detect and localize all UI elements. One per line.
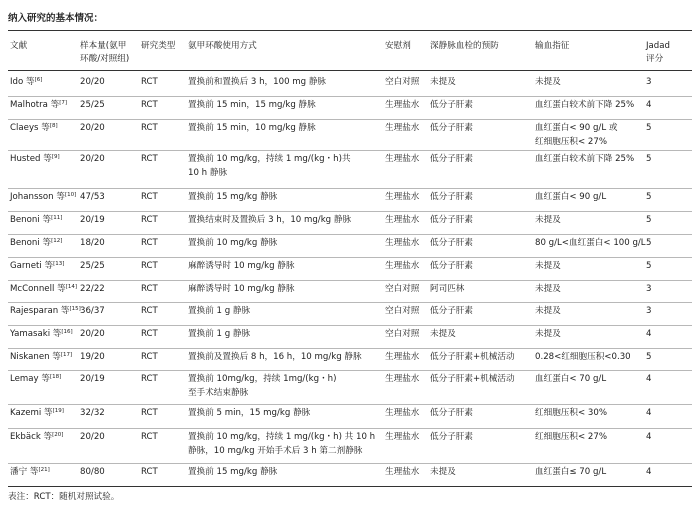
reference-number: [17] <box>60 352 73 358</box>
table-row <box>0 150 698 188</box>
cell-type: RCT <box>141 467 158 477</box>
cell-sample: 47/53 <box>80 192 105 202</box>
cell-sample: 32/32 <box>80 408 105 418</box>
cell-jadad: 5 <box>646 261 652 271</box>
cell-placebo: 生理盐水 <box>385 432 420 442</box>
cell-sample: 25/25 <box>80 261 105 271</box>
cell-sample: 22/22 <box>80 284 105 294</box>
cell-study <box>10 283 77 296</box>
table-row <box>0 348 698 370</box>
cell-usage-line2: 至手术结束静脉 <box>188 388 249 398</box>
cell-jadad: 5 <box>646 215 652 225</box>
cell-type: RCT <box>141 284 158 294</box>
cell-placebo: 生理盐水 <box>385 374 420 384</box>
cell-type: RCT <box>141 329 158 339</box>
reference-number: [16] <box>61 329 73 335</box>
cell-transfusion: 血红蛋白< 70 g/L <box>535 374 607 384</box>
header-sample-line2: 环酸/对照组) <box>80 54 130 64</box>
cell-dvt: 低分子肝素 <box>430 306 473 316</box>
cell-jadad: 5 <box>646 352 652 362</box>
cell-type: RCT <box>141 215 158 225</box>
cell-placebo: 生理盐水 <box>385 467 420 477</box>
cell-study <box>10 99 67 112</box>
cell-sample: 20/20 <box>80 154 105 164</box>
cell-placebo: 空白对照 <box>385 77 420 87</box>
cell-type: RCT <box>141 238 158 248</box>
cell-dvt: 低分子肝素+机械活动 <box>430 352 515 362</box>
cell-sample: 19/20 <box>80 352 105 362</box>
cell-jadad: 5 <box>646 238 652 248</box>
cell-placebo: 空白对照 <box>385 284 420 294</box>
cell-type: RCT <box>141 77 158 87</box>
cell-usage: 麻醉诱导时 10 mg/kg 静脉 <box>188 284 295 294</box>
cell-usage: 置换前及置换后 8 h，16 h，10 mg/kg 静脉 <box>188 352 362 362</box>
study-name: 潘宁 等 <box>10 467 39 477</box>
table-row <box>0 188 698 211</box>
cell-sample: 20/19 <box>80 215 105 225</box>
cell-study <box>10 373 61 386</box>
reference-number: [14] <box>65 284 77 290</box>
cell-transfusion: 血红蛋白≤ 70 g/L <box>535 467 607 477</box>
cell-study <box>10 328 73 341</box>
cell-dvt: 低分子肝素 <box>430 100 473 110</box>
cell-transfusion: 红细胞压积< 30% <box>535 408 608 418</box>
cell-type: RCT <box>141 154 158 164</box>
reference-number: [19] <box>52 408 64 414</box>
reference-number: [9] <box>51 154 60 160</box>
cell-placebo: 生理盐水 <box>385 352 420 362</box>
cell-dvt: 未提及 <box>430 329 456 339</box>
cell-transfusion: 红细胞压积< 27% <box>535 432 608 442</box>
cell-transfusion: 未提及 <box>535 306 561 316</box>
cell-dvt: 未提及 <box>430 77 456 87</box>
cell-usage: 置换前 1 g 静脉 <box>188 306 251 316</box>
cell-dvt: 低分子肝素 <box>430 192 473 202</box>
reference-number: [21] <box>38 467 50 473</box>
cell-dvt: 低分子肝素 <box>430 215 473 225</box>
study-name: Garneti 等 <box>10 261 54 271</box>
cell-jadad: 4 <box>646 100 652 110</box>
cell-type: RCT <box>141 352 158 362</box>
cell-usage-line2: 静脉，10 mg/kg 开始手术后 3 h 第二剂静脉 <box>188 446 363 456</box>
study-name: Yamasaki 等 <box>10 329 62 339</box>
table-row <box>0 73 698 96</box>
reference-number: [11] <box>51 215 63 221</box>
table-row <box>0 302 698 325</box>
header-jadad <box>646 40 670 66</box>
cell-jadad: 5 <box>646 192 652 202</box>
cell-jadad: 4 <box>646 467 652 477</box>
study-name: Ekbäck 等 <box>10 432 53 442</box>
cell-dvt: 低分子肝素 <box>430 238 473 248</box>
cell-transfusion: 血红蛋白< 90 g/L <box>535 192 607 202</box>
cell-dvt: 低分子肝素+机械活动 <box>430 374 515 384</box>
cell-transfusion: 0.28<红细胞压积<0.30 <box>535 352 631 362</box>
header-usage: 氨甲环酸使用方式 <box>188 41 257 51</box>
study-name: Malhotra 等 <box>10 100 60 110</box>
cell-study <box>10 431 63 444</box>
cell-type: RCT <box>141 432 158 442</box>
header-jadad-line1: Jadad <box>646 41 670 51</box>
cell-type: RCT <box>141 306 158 316</box>
table-row <box>0 428 698 463</box>
table-row <box>0 280 698 302</box>
cell-jadad: 3 <box>646 284 652 294</box>
cell-placebo: 生理盐水 <box>385 261 420 271</box>
cell-study <box>10 351 72 364</box>
header-dvt: 深静脉血栓的预防 <box>430 41 499 51</box>
table-title: 纳入研究的基本情况： <box>8 13 104 24</box>
reference-number: [15] <box>69 306 81 312</box>
cell-usage: 置换前 1 g 静脉 <box>188 329 251 339</box>
study-name: Niskanen 等 <box>10 352 61 362</box>
study-name: McConnell 等 <box>10 284 66 294</box>
cell-study <box>10 191 76 204</box>
cell-sample: 20/20 <box>80 432 105 442</box>
cell-study <box>10 153 60 166</box>
reference-number: [18] <box>49 374 62 380</box>
table-row <box>0 404 698 428</box>
cell-transfusion: 未提及 <box>535 329 561 339</box>
table-row <box>0 257 698 280</box>
reference-number: [10] <box>64 192 77 198</box>
cell-type: RCT <box>141 100 158 110</box>
cell-usage: 置换前 15 min，10 mg/kg 静脉 <box>188 123 316 133</box>
header-type: 研究类型 <box>141 41 176 51</box>
cell-usage: 置换前 5 min，15 mg/kg 静脉 <box>188 408 311 418</box>
cell-placebo: 生理盐水 <box>385 192 420 202</box>
study-name: Ido 等 <box>10 77 35 87</box>
cell-jadad: 5 <box>646 123 652 133</box>
study-name: Husted 等 <box>10 154 52 164</box>
cell-type: RCT <box>141 374 158 384</box>
cell-sample: 20/20 <box>80 77 105 87</box>
cell-jadad: 4 <box>646 408 652 418</box>
cell-dvt: 阿司匹林 <box>430 284 465 294</box>
top-rule <box>8 30 692 31</box>
cell-usage: 置换前 15 mg/kg 静脉 <box>188 192 278 202</box>
cell-transfusion: 80 g/L<血红蛋白< 100 g/L <box>535 238 646 248</box>
table-row <box>0 96 698 119</box>
cell-type: RCT <box>141 261 158 271</box>
cell-transfusion: 未提及 <box>535 77 561 87</box>
cell-placebo: 生理盐水 <box>385 238 420 248</box>
cell-dvt: 低分子肝素 <box>430 261 473 271</box>
study-name: Benoni 等 <box>10 215 52 225</box>
reference-number: [7] <box>59 100 68 106</box>
cell-placebo: 生理盐水 <box>385 154 420 164</box>
table-row <box>0 211 698 234</box>
cell-placebo: 空白对照 <box>385 306 420 316</box>
header-jadad-line2: 评分 <box>646 54 664 64</box>
study-name: Claeys 等 <box>10 123 50 133</box>
reference-number: [8] <box>49 123 58 129</box>
table-row <box>0 370 698 404</box>
cell-usage: 置换结束时及置换后 3 h，10 mg/kg 静脉 <box>188 215 352 225</box>
cell-transfusion: 未提及 <box>535 261 561 271</box>
table-row <box>0 119 698 150</box>
reference-number: [13] <box>53 261 65 267</box>
cell-jadad: 4 <box>646 432 652 442</box>
table-note: 表注：RCT：随机对照试验。 <box>8 492 120 502</box>
cell-jadad: 4 <box>646 329 652 339</box>
cell-sample: 20/19 <box>80 374 105 384</box>
cell-sample: 18/20 <box>80 238 105 248</box>
table-row <box>0 463 698 486</box>
table-row <box>0 234 698 257</box>
cell-study <box>10 122 58 135</box>
study-name: Benoni 等 <box>10 238 52 248</box>
cell-sample: 36/37 <box>80 306 105 316</box>
header-rule <box>8 70 692 71</box>
cell-transfusion: 血红蛋白较术前下降 25% <box>535 154 635 164</box>
cell-usage: 置换前 15 mg/kg 静脉 <box>188 467 278 477</box>
cell-dvt: 低分子肝素 <box>430 154 473 164</box>
cell-study <box>10 466 50 479</box>
cell-placebo: 生理盐水 <box>385 100 420 110</box>
cell-sample: 20/20 <box>80 329 105 339</box>
header-sample-line1: 样本量(氨甲 <box>80 41 127 51</box>
cell-study <box>10 305 81 318</box>
cell-transfusion-line2: 红细胞压积< 27% <box>535 137 608 147</box>
cell-placebo: 空白对照 <box>385 329 420 339</box>
cell-dvt: 未提及 <box>430 467 456 477</box>
cell-placebo: 生理盐水 <box>385 408 420 418</box>
cell-usage: 置换前和置换后 3 h，100 mg 静脉 <box>188 77 327 87</box>
cell-sample: 80/80 <box>80 467 105 477</box>
cell-study <box>10 237 62 250</box>
cell-sample: 20/20 <box>80 123 105 133</box>
table-row <box>0 325 698 348</box>
cell-transfusion: 未提及 <box>535 215 561 225</box>
header-sample <box>80 40 129 66</box>
cell-usage: 置换前 10 mg/kg，持续 1 mg/(kg・h) 共 10 h <box>188 432 376 442</box>
header-transfusion: 输血指征 <box>535 41 570 51</box>
cell-placebo: 生理盐水 <box>385 215 420 225</box>
cell-transfusion: 血红蛋白较术前下降 25% <box>535 100 635 110</box>
cell-type: RCT <box>141 408 158 418</box>
cell-type: RCT <box>141 123 158 133</box>
cell-usage: 置换前 10mg/kg，持续 1mg/(kg・h) <box>188 374 337 384</box>
cell-dvt: 低分子肝素 <box>430 432 473 442</box>
cell-type: RCT <box>141 192 158 202</box>
cell-study <box>10 407 64 420</box>
cell-jadad: 4 <box>646 374 652 384</box>
cell-usage: 麻醉诱导时 10 mg/kg 静脉 <box>188 261 295 271</box>
cell-usage: 置换前 15 min，15 mg/kg 静脉 <box>188 100 316 110</box>
cell-jadad: 3 <box>646 77 652 87</box>
cell-study <box>10 260 64 273</box>
header-placebo: 安慰剂 <box>385 41 411 51</box>
reference-number: [20] <box>52 432 64 438</box>
cell-transfusion: 未提及 <box>535 284 561 294</box>
cell-sample: 25/25 <box>80 100 105 110</box>
study-name: Kazemi 等 <box>10 408 53 418</box>
cell-study <box>10 214 62 227</box>
reference-number: [12] <box>51 238 63 244</box>
cell-dvt: 低分子肝素 <box>430 123 473 133</box>
cell-transfusion: 血红蛋白< 90 g/L 或 <box>535 123 618 133</box>
cell-usage-line2: 10 h 静脉 <box>188 168 228 178</box>
bottom-rule <box>8 486 692 487</box>
cell-usage: 置换前 10 mg/kg 静脉 <box>188 238 278 248</box>
study-name: Johansson 等 <box>10 192 65 202</box>
cell-jadad: 3 <box>646 306 652 316</box>
cell-jadad: 5 <box>646 154 652 164</box>
cell-dvt: 低分子肝素 <box>430 408 473 418</box>
cell-usage: 置换前 10 mg/kg，持续 1 mg/(kg・h)共 <box>188 154 351 164</box>
cell-study <box>10 76 42 89</box>
cell-placebo: 生理盐水 <box>385 123 420 133</box>
study-name: Lemay 等 <box>10 374 50 384</box>
study-name: Rajesparan 等 <box>10 306 70 316</box>
reference-number: [6] <box>34 77 43 83</box>
header-study: 文献 <box>10 41 28 51</box>
